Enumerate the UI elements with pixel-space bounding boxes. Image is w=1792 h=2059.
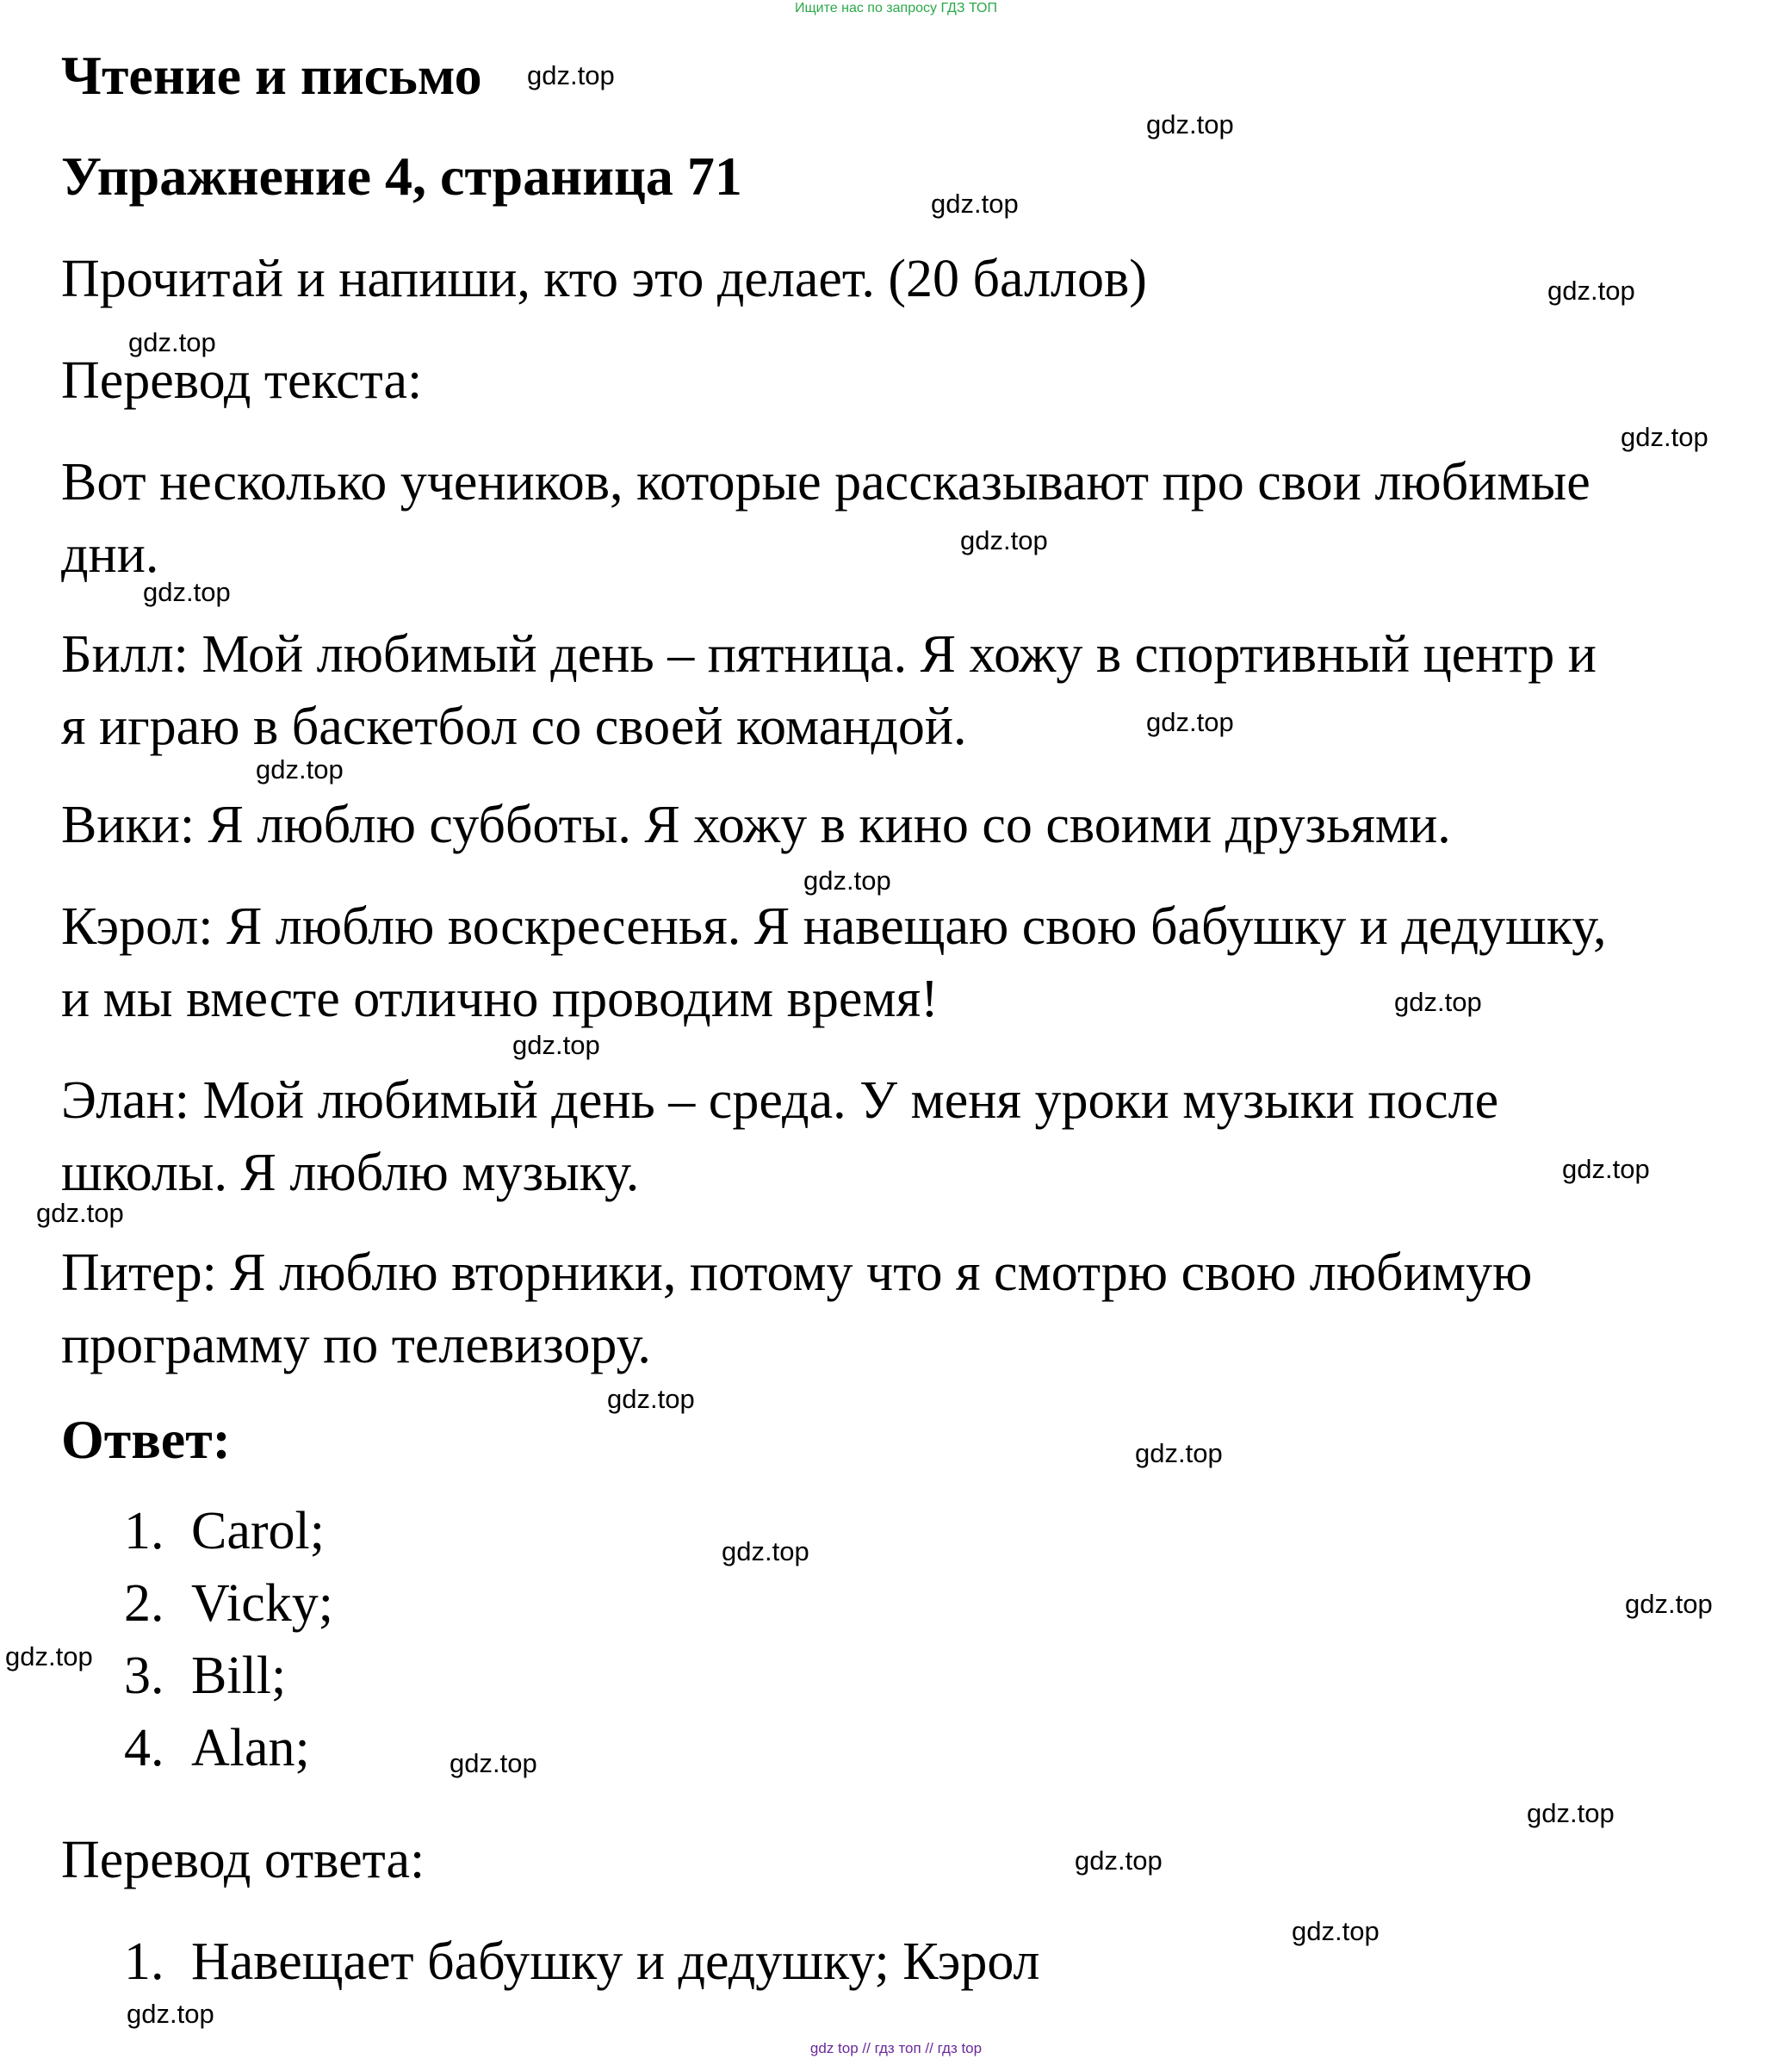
text-line: Кэрол: Я люблю воскресенья. Я навещаю свою бабушку и дедушку, xyxy=(61,897,1607,956)
watermark: gdz.top xyxy=(143,577,231,607)
answer-heading: Ответ: xyxy=(61,1409,231,1470)
watermark: gdz.top xyxy=(527,60,615,90)
list-item-number: 2. xyxy=(124,1574,164,1633)
watermark: gdz.top xyxy=(1292,1916,1380,1946)
bottom-banner: gdz top // гдз топ // гдз top xyxy=(809,2040,983,2056)
watermark: gdz.top xyxy=(1621,422,1708,452)
list-item xyxy=(124,1497,325,1566)
task-text: Прочитай и напиши, кто это делает. (20 баллов) xyxy=(61,250,1147,308)
list-item xyxy=(124,1927,1039,1996)
exercise-heading: Упражнение 4, страница 71 xyxy=(61,146,742,207)
text-line: школы. Я люблю музыку. xyxy=(61,1144,640,1202)
list-item-text: Vicky; xyxy=(191,1574,334,1633)
watermark: gdz.top xyxy=(5,1641,93,1671)
list-item-number: 3. xyxy=(124,1647,164,1705)
watermark: gdz.top xyxy=(1547,276,1635,306)
watermark: gdz.top xyxy=(128,327,216,357)
list-item-text: Bill; xyxy=(191,1647,287,1705)
list-item-number: 4. xyxy=(124,1719,164,1777)
text-line: и мы вместе отлично проводим время! xyxy=(61,970,939,1028)
list-item-text: Навещает бабушку и дедушку; Кэрол xyxy=(191,1932,1040,1991)
watermark: gdz.top xyxy=(450,1748,537,1778)
text-line: программу по телевизору. xyxy=(61,1316,651,1374)
watermark: gdz.top xyxy=(1146,707,1234,737)
list-item xyxy=(124,1569,333,1638)
watermark: gdz.top xyxy=(1394,987,1482,1017)
text-line: Вики: Я люблю субботы. Я хожу в кино со своими друзьями. xyxy=(61,796,1451,854)
text-line: Элан: Мой любимый день – среда. У меня уроки музыки после xyxy=(61,1071,1499,1130)
watermark: gdz.top xyxy=(36,1198,124,1228)
watermark: gdz.top xyxy=(256,754,344,785)
top-banner: Ищите нас по запросу ГДЗ ТОП xyxy=(795,1,997,16)
text-line: Питер: Я люблю вторники, потому что я смотрю свою любимую xyxy=(61,1243,1533,1302)
watermark: gdz.top xyxy=(1075,1845,1163,1876)
watermark: gdz.top xyxy=(1527,1798,1615,1828)
text-line: Билл: Мой любимый день – пятница. Я хожу в спортивный центр и xyxy=(61,625,1597,684)
watermark: gdz.top xyxy=(1562,1154,1650,1184)
watermark: gdz.top xyxy=(1146,109,1234,140)
text-line: Вот несколько учеников, которые рассказывают про свои любимые xyxy=(61,453,1590,512)
list-item xyxy=(124,1714,310,1783)
watermark: gdz.top xyxy=(722,1536,809,1566)
answer-translation-label: Перевод ответа: xyxy=(61,1831,425,1889)
list-item-number: 1. xyxy=(124,1932,164,1991)
watermark: gdz.top xyxy=(1625,1589,1713,1619)
watermark: gdz.top xyxy=(803,865,891,896)
watermark: gdz.top xyxy=(607,1384,695,1414)
text-line: я играю в баскетбол со своей командой. xyxy=(61,698,967,756)
watermark: gdz.top xyxy=(1135,1438,1223,1468)
page-title: Чтение и письмо xyxy=(61,45,482,106)
watermark: gdz.top xyxy=(960,525,1048,555)
list-item xyxy=(124,1641,286,1710)
watermark: gdz.top xyxy=(127,1999,214,2029)
text-line: дни. xyxy=(61,525,159,584)
translation-label: Перевод текста: xyxy=(61,351,423,410)
watermark: gdz.top xyxy=(512,1030,600,1060)
watermark: gdz.top xyxy=(931,189,1019,219)
list-item-text: Carol; xyxy=(191,1502,325,1560)
list-item-text: Alan; xyxy=(191,1719,310,1777)
list-item-number: 1. xyxy=(124,1502,164,1560)
